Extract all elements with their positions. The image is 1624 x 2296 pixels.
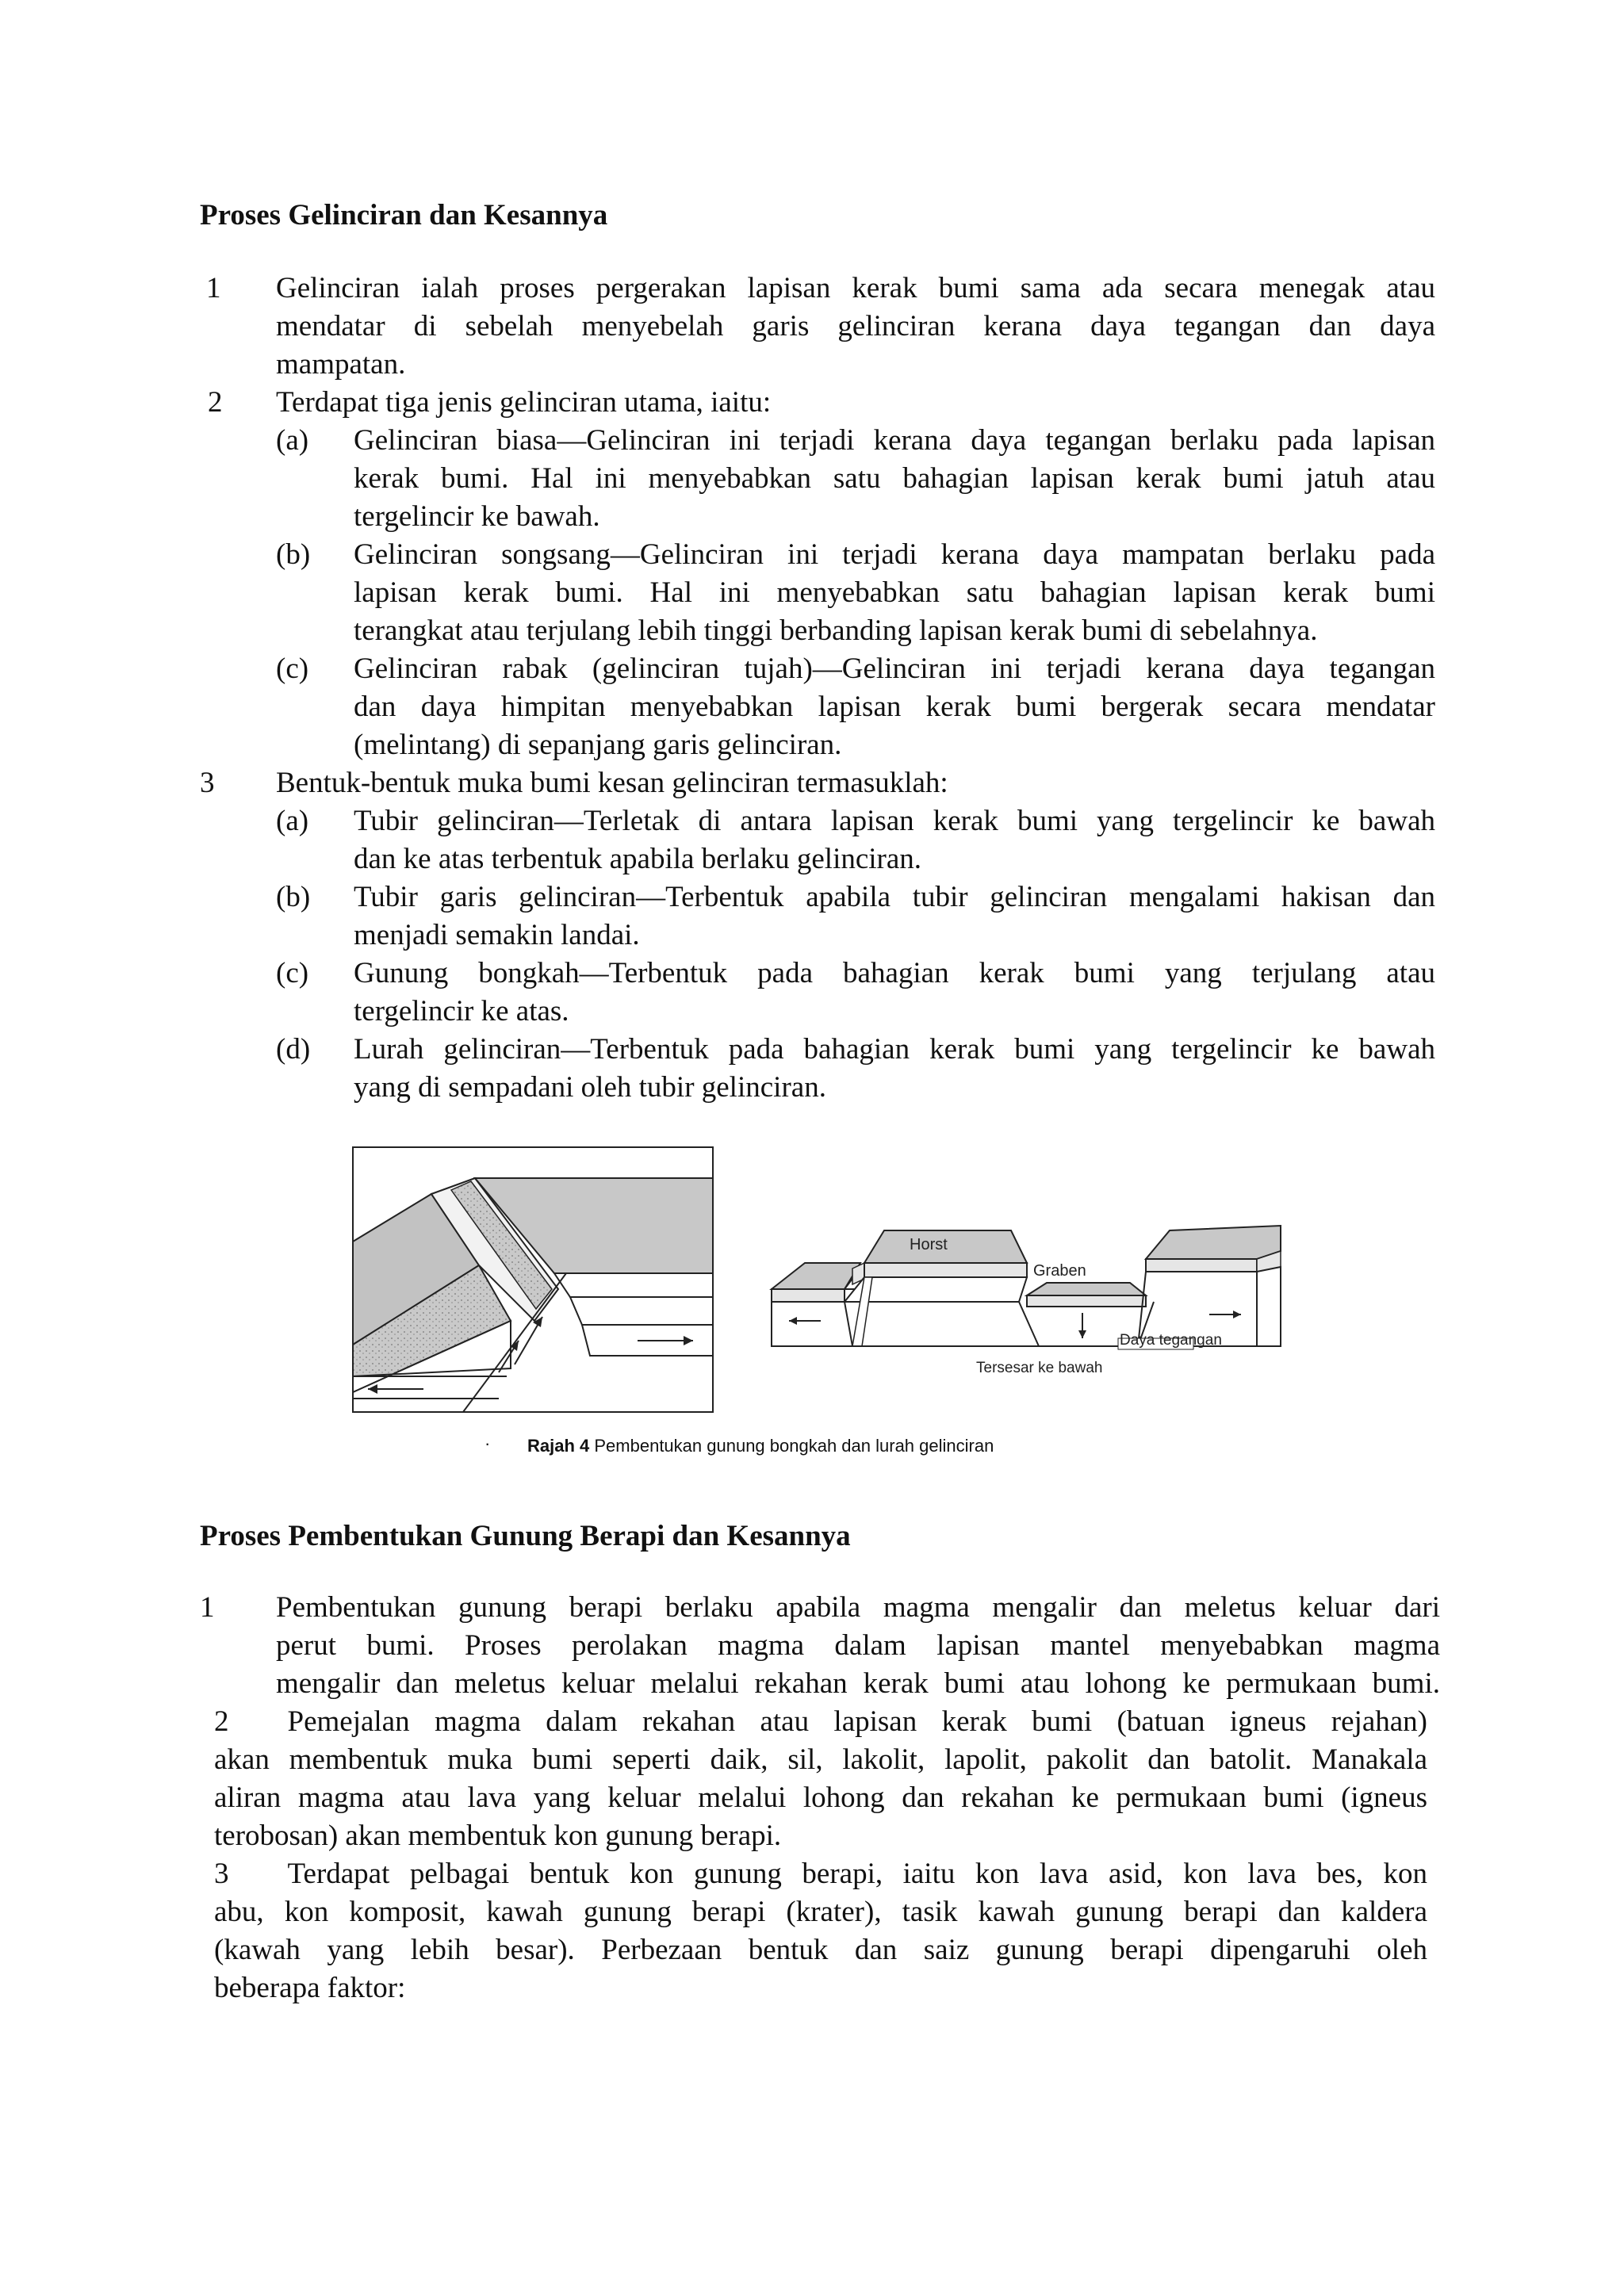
para-number: 3 (200, 767, 215, 799)
item-line: (melintang) di sepanjang garis gelinciran. (354, 729, 842, 761)
para-line: beberapa faktor: (214, 1972, 406, 2004)
tersesar-label: Tersesar ke bawah (976, 1360, 1103, 1376)
figure-caption-label: Rajah 4 (527, 1436, 590, 1456)
para-line: (kawah yang lebih besar). Perbezaan bentuk dan saiz gunung berapi dipengaruhi oleh (214, 1934, 1427, 1966)
item-line: dan daya himpitan menyebabkan lapisan kerak bumi bergerak secara mendatar (354, 691, 1435, 723)
item-line: Lurah gelinciran—Terbentuk pada bahagian kerak bumi yang tergelincir ke bawah (354, 1033, 1435, 1066)
para-line: aliran magma atau lava yang keluar melalui lohong dan rekahan ke permukaan bumi (igneus (214, 1781, 1427, 1814)
para-line: abu, kon komposit, kawah gunung berapi (krater), tasik kawah gunung berapi dan kaldera (214, 1896, 1427, 1928)
item-line: Gelinciran biasa—Gelinciran ini terjadi kerana daya tegangan berlaku pada lapisan (354, 424, 1435, 457)
section-title-gunung-berapi: Proses Pembentukan Gunung Berapi dan Kesannya (200, 1520, 851, 1552)
para-intro: Bentuk-bentuk muka bumi kesan gelinciran termasuklah: (276, 767, 948, 799)
figure-caption (527, 1436, 994, 1456)
section-title-gelinciran: Proses Gelinciran dan Kesannya (200, 199, 608, 232)
para-line: mengalir dan meletus keluar melalui rekahan kerak bumi atau lohong ke permukaan bumi. (276, 1667, 1440, 1700)
item-label: (d) (276, 1033, 311, 1066)
para-number: 2 (208, 386, 223, 419)
figure-caption-text: Pembentukan gunung bongkah dan lurah gelinciran (589, 1436, 994, 1456)
para-line: terobosan) akan membentuk kon gunung berapi. (214, 1820, 782, 1852)
para-line: Gelinciran ialah proses pergerakan lapisan kerak bumi sama ada secara menegak atau (276, 272, 1435, 304)
fault-diagram-left (352, 1146, 714, 1413)
item-line: menjadi semakin landai. (354, 919, 640, 951)
item-line: terangkat atau terjulang lebih tinggi berbanding lapisan kerak bumi di sebelahnya. (354, 614, 1318, 647)
item-line: kerak bumi. Hal ini menyebabkan satu bahagian lapisan kerak bumi jatuh atau (354, 462, 1435, 495)
para-line: Pembentukan gunung berapi berlaku apabila magma mengalir dan meletus keluar dari (276, 1591, 1440, 1624)
caption-bullet: · (485, 1433, 491, 1453)
item-label: (c) (276, 652, 309, 685)
para-line: 2 Pemejalan magma dalam rekahan atau lapisan kerak bumi (batuan igneus rejahan) (214, 1705, 1427, 1738)
para-line: akan membentuk muka bumi seperti daik, sil, lakolit, lapolit, pakolit dan batolit. Manakala (214, 1743, 1427, 1776)
item-line: tergelincir ke atas. (354, 995, 569, 1027)
item-label: (b) (276, 538, 311, 571)
item-label: (a) (276, 805, 309, 837)
para-number: 1 (206, 272, 221, 304)
graben-label: Graben (1033, 1262, 1086, 1280)
item-line: Gunung bongkah—Terbentuk pada bahagian kerak bumi yang terjulang atau (354, 957, 1435, 989)
para-line: 3 Terdapat pelbagai bentuk kon gunung berapi, iaitu kon lava asid, kon lava bes, kon (214, 1858, 1427, 1890)
daya-tegangan-label: Daya tegangan (1120, 1332, 1222, 1349)
item-line: yang di sempadani oleh tubir gelinciran. (354, 1071, 826, 1104)
para-number: 1 (200, 1591, 215, 1624)
horst-label: Horst (910, 1236, 948, 1253)
item-line: Tubir gelinciran—Terletak di antara lapisan kerak bumi yang tergelincir ke bawah (354, 805, 1435, 837)
para-line: perut bumi. Proses perolakan magma dalam lapisan mantel menyebabkan magma (276, 1629, 1440, 1662)
item-label: (a) (276, 424, 309, 457)
item-line: Tubir garis gelinciran—Terbentuk apabila tubir gelinciran mengalami hakisan dan (354, 881, 1435, 913)
item-line: Gelinciran rabak (gelinciran tujah)—Gelinciran ini terjadi kerana daya tegangan (354, 652, 1435, 685)
para-intro: Terdapat tiga jenis gelinciran utama, iaitu: (276, 386, 772, 419)
item-line: dan ke atas terbentuk apabila berlaku gelinciran. (354, 843, 922, 875)
item-line: Gelinciran songsang—Gelinciran ini terjadi kerana daya mampatan berlaku pada (354, 538, 1435, 571)
para-line: mendatar di sebelah menyebelah garis gelinciran kerana daya tegangan dan daya (276, 310, 1435, 342)
horst-graben-diagram (765, 1219, 1289, 1378)
item-line: tergelincir ke bawah. (354, 500, 600, 533)
item-label: (b) (276, 881, 311, 913)
item-label: (c) (276, 957, 309, 989)
item-line: lapisan kerak bumi. Hal ini menyebabkan satu bahagian lapisan kerak bumi (354, 576, 1435, 609)
para-line: mampatan. (276, 348, 406, 381)
